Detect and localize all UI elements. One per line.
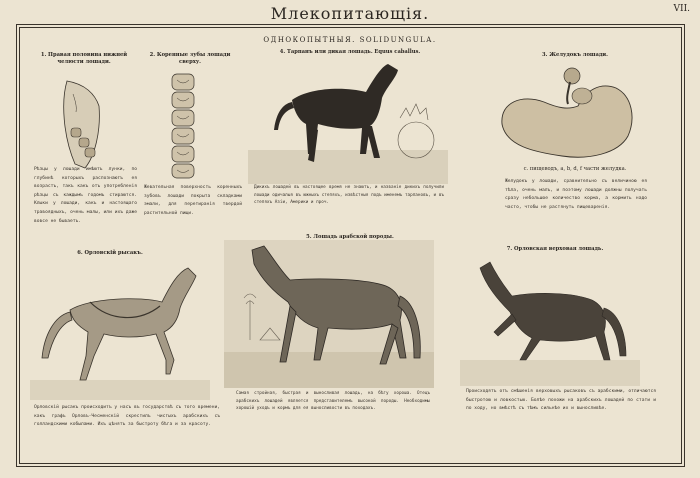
figure-5-caption: 5. Лошадь арабской породы. xyxy=(306,234,394,240)
figure-1-caption: 1. Правая половина нижней челюсти лошади. xyxy=(40,52,128,65)
figure-7-text: Происходятъ отъ смѣшенія верховыхъ рысаковъ съ арабскими, отличаются быстротою и ловкостью. Болѣе похожи на арабскихъ лошадей по стати и по ходу, но вмѣстѣ съ тѣмъ сильнѣе их и выносливѣе. xyxy=(466,389,656,412)
orlov-trotter-illustration xyxy=(30,262,210,402)
figure-4-text: Дикихъ лошадей въ настоящее время не знаютъ, и названіе дикихъ получили лошади одичалыя въ южныхъ степяхъ, извѣстныя подъ именемъ тарпановъ, и въ степяхъ Азіи, Америки и проч. xyxy=(254,185,444,206)
molar-teeth-illustration xyxy=(168,72,198,180)
figure-1-text: Рѣзцы у лошади имѣютъ лунки, по глубинѣ которыхъ распознаютъ ея возрастъ, такъ какъ отъ употребленія рѣзцы съ каждымъ годомъ стираются. Клыки у лошади, какъ и настоящаго травоядныхъ, очень малы, или ихъ даже вовсе не бываетъ. xyxy=(34,167,137,224)
tarpan-illustration xyxy=(248,58,448,186)
figure-3-text: Желудокъ у лошади, сравнительно съ величиною ея тѣла, очень малъ, и поэтому лошади должны получать сразу небольшое количество корма, а кормить надо часто, чтобы не растянуть пищеваренія. xyxy=(505,179,647,210)
orlov-riding-horse-illustration xyxy=(460,256,640,386)
page-number: VII. xyxy=(673,4,690,14)
figure-3-caption: 3. Желудокъ лошади. xyxy=(542,52,608,58)
figure-7-caption: 7. Орловская верховая лошадь. xyxy=(506,246,604,252)
figure-6-caption: 6. Орловскій рысакъ. xyxy=(77,250,143,256)
figure-4-caption: 4. Тарпанъ или дикая лошадь. Equus caballus. xyxy=(279,49,421,55)
figure-5-text: Самая стройная, быстрая и выносливая лошадь, на бѣгу хороша. Отецъ арабскихъ лошадей является представителемъ высокой породы. Необходимы хорошій уходъ и кормъ для ея выносливости въ походахъ. xyxy=(236,391,430,412)
arabian-horse-illustration xyxy=(224,240,434,388)
figure-6-text: Орловскій рысакъ происходитъ у насъ въ государствѣ съ того времени, какъ графъ Орловъ-Чесменскій скрестилъ чистыхъ арабскихъ съ голландскими кобылами. Ихъ цѣнятъ за быстроту бѣга и за красоту. xyxy=(34,405,220,428)
figure-2-text: Жевательная поверхность коренныхъ зубовъ лошади покрыта складками эмали, для перетиранія твердой растительной пищи. xyxy=(144,185,242,216)
section-subtitle: ОДНОКОПЫТНЫЯ. SOLIDUNGULA. xyxy=(263,36,437,44)
jaw-illustration xyxy=(55,76,115,176)
stomach-illustration xyxy=(492,62,642,162)
figure-2-caption: 2. Коренные зубы лошади сверху. xyxy=(149,52,231,65)
plate-title: Млекопитающія. xyxy=(270,4,430,23)
stomach-labels: с. пищеводъ, а, b, d, f части желудка. xyxy=(523,166,627,172)
